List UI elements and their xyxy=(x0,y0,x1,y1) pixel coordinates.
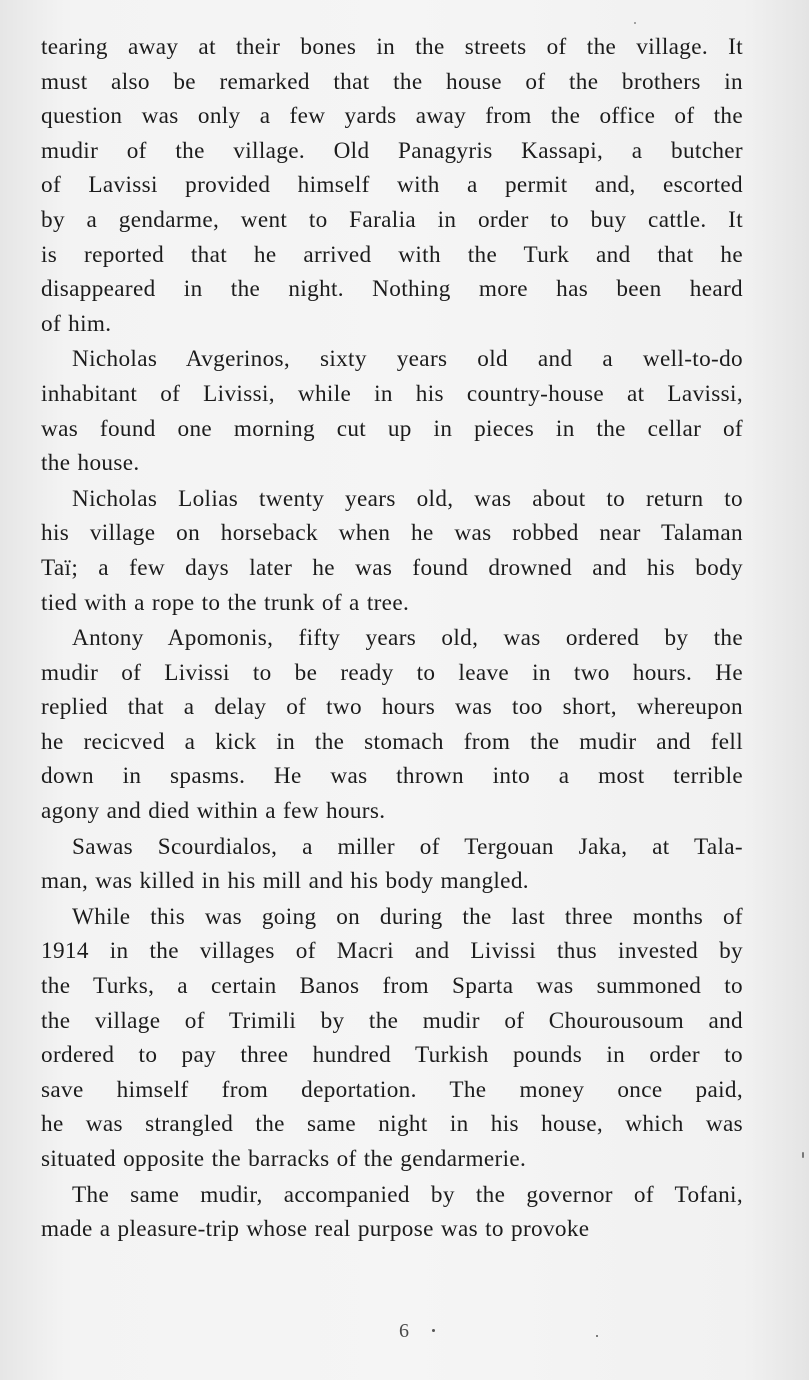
text-line: his village on horseback when he was robbed near Talaman xyxy=(41,520,743,547)
text-line: agony and died within a few hours. xyxy=(41,798,386,825)
text-line: the village of Trimili by the mudir of Chourousoum and xyxy=(41,1007,743,1034)
speck-mark xyxy=(596,1335,598,1337)
speck-mark xyxy=(802,1152,804,1158)
speck-mark xyxy=(432,1329,435,1332)
text-line: 1914 in the villages of Macri and Livissi thus invested by xyxy=(41,938,743,965)
text-line: is reported that he arrived with the Turk and that he xyxy=(41,241,743,268)
text-line: question was only a few yards away from the office of the xyxy=(41,103,743,130)
text-line: made a pleasure-trip whose real purpose was to provoke xyxy=(41,1216,590,1243)
text-line: Nicholas Lolias twenty years old, was about to return to xyxy=(72,485,743,512)
text-line: situated opposite the barracks of the gendarmerie. xyxy=(41,1146,527,1172)
paragraph-p6 xyxy=(41,900,743,1177)
speck-mark xyxy=(634,22,636,24)
text-line: must also be remarked that the house of the brothers in xyxy=(41,68,743,95)
text-line: Taï; a few days later he was found drowned and his body xyxy=(41,554,743,581)
text-line: by a gendarme, went to Faralia in order to buy cattle. It xyxy=(41,206,743,233)
body-text xyxy=(41,30,743,1247)
text-line: mudir of the village. Old Panagyris Kassapi, a butcher xyxy=(41,137,743,164)
text-line: the house. xyxy=(41,450,140,477)
text-line: of him. xyxy=(41,310,112,337)
paragraph-p3 xyxy=(41,482,743,620)
text-line: Nicholas Avgerinos, sixty years old and a well-to-do xyxy=(72,346,743,373)
paragraph-p5 xyxy=(41,830,743,899)
text-line: The same mudir, accompanied by the governor of Tofani, xyxy=(72,1181,743,1208)
text-line: the Turks, a certain Banos from Sparta was summoned to xyxy=(41,973,743,1000)
text-line: man, was killed in his mill and his body mangled. xyxy=(41,868,529,895)
text-line: tearing away at their bones in the streets of the village. It xyxy=(41,34,743,60)
text-line: ordered to pay three hundred Turkish pounds in order to xyxy=(41,1042,743,1069)
text-line: While this was going on during the last three months of xyxy=(72,903,743,930)
paragraph-p7 xyxy=(41,1178,743,1247)
text-line: save himself from deportation. The money once paid, xyxy=(41,1076,743,1103)
text-line: Antony Apomonis, fifty years old, was ordered by the xyxy=(72,625,743,652)
text-line: he recicved a kick in the stomach from the mudir and fell xyxy=(41,728,743,755)
text-line: mudir of Livissi to be ready to leave in two hours. He xyxy=(41,659,743,686)
paragraph-p2 xyxy=(41,342,743,480)
text-line: of Lavissi provided himself with a permit and, escorted xyxy=(41,172,743,199)
text-line: inhabitant of Livissi, while in his country-house at Lavissi, xyxy=(41,380,743,407)
text-line: he was strangled the same night in his house, which was xyxy=(41,1111,743,1138)
text-line: tied with a rope to the trunk of a tree. xyxy=(41,589,410,616)
text-line: replied that a delay of two hours was too short, whereupon xyxy=(41,694,743,721)
paragraph-p4 xyxy=(41,621,743,829)
text-line: down in spasms. He was thrown into a most terrible xyxy=(41,763,743,790)
text-line: Sawas Scourdialos, a miller of Tergouan Jaka, at Tala- xyxy=(72,833,743,860)
text-line: was found one morning cut up in pieces in the cellar of xyxy=(41,415,743,442)
page-number: 6 xyxy=(399,1320,410,1342)
paragraph-p1 xyxy=(41,30,743,341)
text-line: disappeared in the night. Nothing more has been heard xyxy=(41,276,743,303)
